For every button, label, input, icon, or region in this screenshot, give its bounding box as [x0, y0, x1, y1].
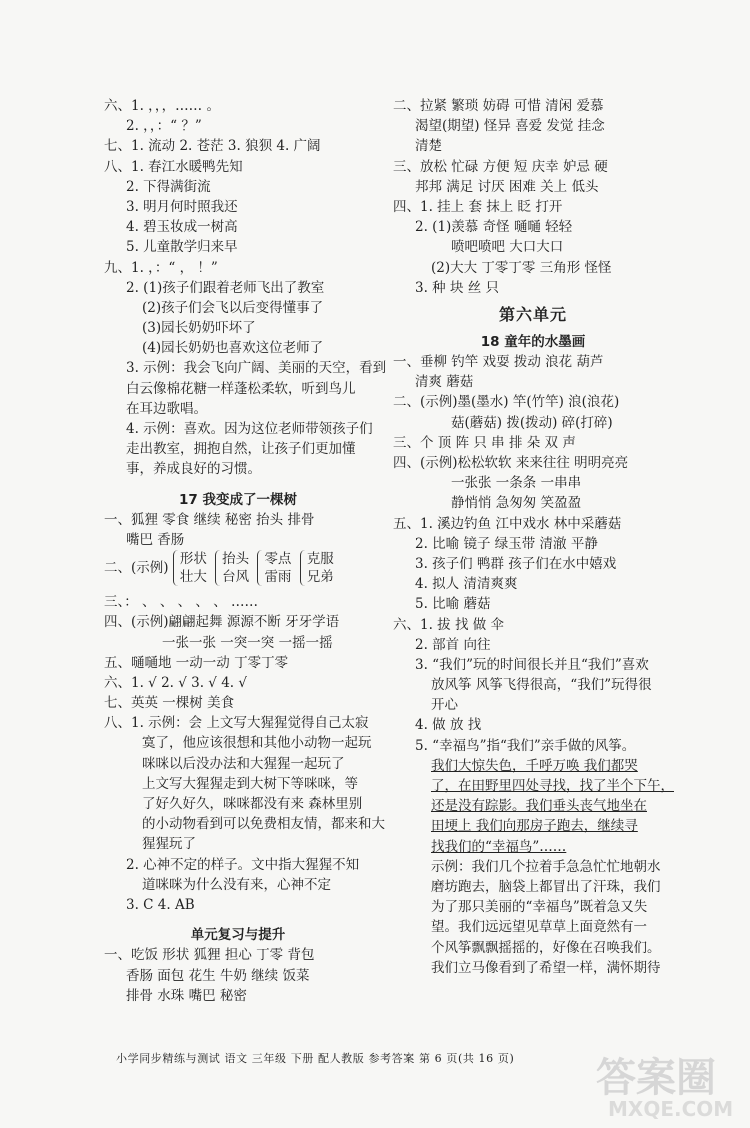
answer-line: (2)大大 丁零丁零 三角形 怪怪	[431, 259, 612, 276]
answer-line: 清爽 蘑菇	[415, 374, 474, 391]
answer-label: 二、(示例)	[104, 560, 169, 577]
answer-line: 示例：我们几个拉着手急急忙忙地朝水	[431, 858, 661, 875]
answer-line: 八、1. 示例：会 上文写大猩猩觉得自己太寂	[104, 715, 369, 732]
answer-line: 菇(蘑菇) 拨(拨动) 碎(打碎)	[451, 414, 613, 431]
answer-line: 5. 比喻 蘑菇	[415, 596, 491, 613]
answer-line: 嘴巴 香肠	[126, 531, 185, 548]
answer-line: 三、个 顶 阵 只 串 排 朵 双 声	[393, 434, 576, 451]
answer-line: 猩猩玩了	[142, 836, 196, 853]
brace-word: 台风	[222, 569, 250, 586]
answer-line: 喷吧喷吧 大口大口	[451, 239, 564, 256]
lesson-title: 18 童年的水墨画	[480, 333, 586, 350]
answer-line: 八、1. 春江水暖鸭先知	[104, 158, 243, 175]
answer-line: 四、1. 挂上 套 抹上 眨 打开	[393, 198, 563, 215]
answer-line: 2. 比喻 镜子 绿玉带 清澈 平静	[415, 535, 598, 552]
watermark-url: MXQE.COM	[608, 1097, 734, 1121]
answer-line: 走出教室，拥抱自然，让孩子们更加懂	[126, 441, 356, 458]
underlined-line: 我们大惊失色，千呼万唤 我们都哭	[431, 757, 638, 774]
brace-word: 雷雨	[264, 569, 292, 586]
answer-line: 三、： 、 、 、 、 、 ……	[104, 594, 258, 611]
answer-line: 二、拉紧 繁琐 妨碍 可惜 清闲 爱慕	[393, 98, 604, 114]
brace-word: 兄弟	[306, 569, 334, 586]
brace-word: 克服	[306, 551, 334, 568]
answer-line: 2. 部首 向往	[415, 636, 491, 653]
answer-line: 我们立马像看到了希望一样，满怀期待	[431, 959, 661, 976]
answer-line: 4. 示例：喜欢。因为这位老师带领孩子们	[126, 421, 373, 437]
answer-line: 4. 拟人 清清爽爽	[415, 576, 518, 593]
answer-line: 事，养成良好的习惯。	[126, 461, 261, 478]
answer-line: 3. 孩子们 鸭群 孩子们在水中嬉戏	[415, 555, 617, 572]
answer-line: 一张一张 一突一突 一摇一摇	[162, 634, 333, 651]
underlined-line: 找我们的“幸福鸟”……	[431, 838, 567, 855]
answer-line: 的小动物看到可以免费相友情，都来和大	[142, 816, 385, 833]
answer-line: 一张张 一条条 一串串	[451, 475, 582, 492]
answer-line: 五、嗵嗵地 一动一动 丁零丁零	[104, 654, 289, 671]
answer-line: 3. 明月何时照我还	[126, 198, 238, 215]
answer-line: 在耳边歌唱。	[126, 400, 207, 417]
answer-line: 2. ，，：“ ？”	[126, 118, 202, 135]
answer-line: 一、吃饭 形状 狐狸 担心 丁零 背包	[104, 947, 315, 964]
answer-line: 白云像棉花糖一样蓬松柔软，听到鸟儿	[126, 380, 356, 397]
page-footer: 小学同步精练与测试 语文 三年级 下册 配人教版 参考答案 第 6 页(共 16 页)	[116, 1052, 515, 1065]
answer-line: 邦邦 满足 讨厌 困难 关上 低头	[415, 178, 599, 195]
answer-line: 磨坊跑去，脑袋上都冒出了汗珠，我们	[431, 878, 661, 895]
answer-line: 一、垂柳 钓竿 戏耍 拨动 浪花 葫芦	[393, 354, 604, 371]
brace-word: 抬头	[222, 551, 250, 568]
answer-line: 道咪咪为什么没有来，心神不定	[142, 876, 331, 893]
unit-title: 第六单元	[498, 304, 567, 324]
answer-line: 清楚	[415, 138, 442, 155]
underlined-line: 还是没有踪影。我们垂头丧气地坐在	[431, 798, 647, 815]
answer-line: 2. (1)孩子们跟着老师飞出了教室	[126, 279, 325, 296]
answer-line: (4)园长奶奶也喜欢这位老师了	[142, 340, 324, 357]
answer-line: 静悄悄 急匆匆 笑盈盈	[451, 495, 582, 512]
answer-line: 排骨 水珠 嘴巴 秘密	[126, 987, 247, 1004]
brace-answer-row	[104, 550, 372, 592]
answer-line: 七、英英 一棵树 美食	[104, 695, 235, 712]
answer-line: 个风筝飘飘摇摇的，好像在召唤我们。	[431, 939, 661, 956]
answer-line: 为了那只美丽的“幸福鸟”既着急又失	[431, 899, 648, 916]
section-title: 17 我变成了一棵树	[179, 491, 297, 508]
answer-line: 4. 做 放 找	[415, 717, 482, 734]
answer-line: 香肠 面包 花生 牛奶 继续 饭菜	[126, 967, 310, 984]
answer-line: 六、1. √ 2. √ 3. √ 4. √	[104, 674, 247, 691]
section-title: 单元复习与提升	[190, 927, 286, 944]
answer-line: 六、1. ，，，…… 。	[104, 98, 220, 114]
answer-line: 开心	[431, 697, 458, 714]
answer-line: 5. 儿童散学归来早	[126, 239, 238, 256]
answer-line: 3. “我们”玩的时间很长并且“我们”喜欢	[415, 656, 649, 673]
answer-line: 咪咪以后没办法和大猩猩一起玩了	[142, 755, 345, 772]
answer-line: 5. “幸福鸟”指“我们”亲手做的风筝。	[415, 737, 636, 754]
answer-line: 3. C 4. AB	[126, 896, 195, 913]
answer-line: 3. 种 块 丝 只	[415, 279, 500, 296]
answer-line: 4. 碧玉妆成一树高	[126, 219, 238, 236]
answer-line: 七、1. 流动 2. 苍茫 3. 狼狈 4. 广阔	[104, 138, 321, 155]
answer-line: 了好久好久，咪咪都没有来 森林里别	[142, 796, 363, 812]
answer-line: 3. 示例：我会飞向广阔、美丽的天空，看到	[126, 360, 387, 377]
answer-line: 四、(示例)翩翩起舞 源源不断 牙牙学语	[104, 614, 340, 631]
underlined-line: 田埂上 我们向那房子跑去，继续寻	[431, 818, 638, 835]
answer-line: (3)园长奶奶吓坏了	[142, 320, 256, 337]
answer-line: 2. 心神不定的样子。文中指大猩猩不知	[126, 856, 360, 873]
underlined-line: 了，在田野里四处寻找，找了半个下午，	[431, 778, 674, 794]
answer-line: 九、1. ，：“ ， ！”	[104, 259, 218, 276]
brace-word: 形状	[179, 551, 207, 568]
brace-word: 零点	[264, 551, 292, 568]
answer-line: 2. (1)羡慕 奇怪 嗵嗵 轻轻	[415, 219, 573, 236]
answer-line: 一、狐狸 零食 继续 秘密 抬头 排骨	[104, 511, 315, 528]
watermark-logo	[596, 1055, 746, 1126]
answer-line: 二、(示例)墨(墨水) 竿(竹竿) 浪(浪花)	[393, 394, 620, 411]
watermark-text: 答案圈	[596, 1055, 716, 1101]
answer-line: 上文写大猩猩走到大树下等咪咪，等	[142, 775, 358, 792]
answer-line: (2)孩子们会飞以后变得懂事了	[142, 299, 324, 316]
answer-line: 2. 下得满街流	[126, 178, 211, 195]
answer-line: 望。我们远远望见草草上面竟然有一	[431, 919, 647, 936]
answer-line: 四、(示例)松松软软 来来往往 明明亮亮	[393, 455, 629, 471]
answer-line: 寞了，他应该很想和其他小动物一起玩	[142, 735, 372, 752]
answer-line: 渴望(期望) 怪异 喜爱 发觉 挂念	[415, 118, 605, 135]
answer-line: 五、1. 溪边钓鱼 江中戏水 林中采蘑菇	[393, 515, 622, 532]
answer-line: 六、1. 拔 找 做 伞	[393, 616, 505, 633]
right-column	[393, 96, 673, 978]
answer-line: 放风筝 风筝飞得很高，“我们”玩得很	[431, 677, 652, 694]
brace-word: 壮大	[179, 569, 207, 586]
left-column	[104, 96, 387, 1006]
answer-line: 三、放松 忙碌 方便 短 庆幸 妒忌 硬	[393, 158, 608, 175]
